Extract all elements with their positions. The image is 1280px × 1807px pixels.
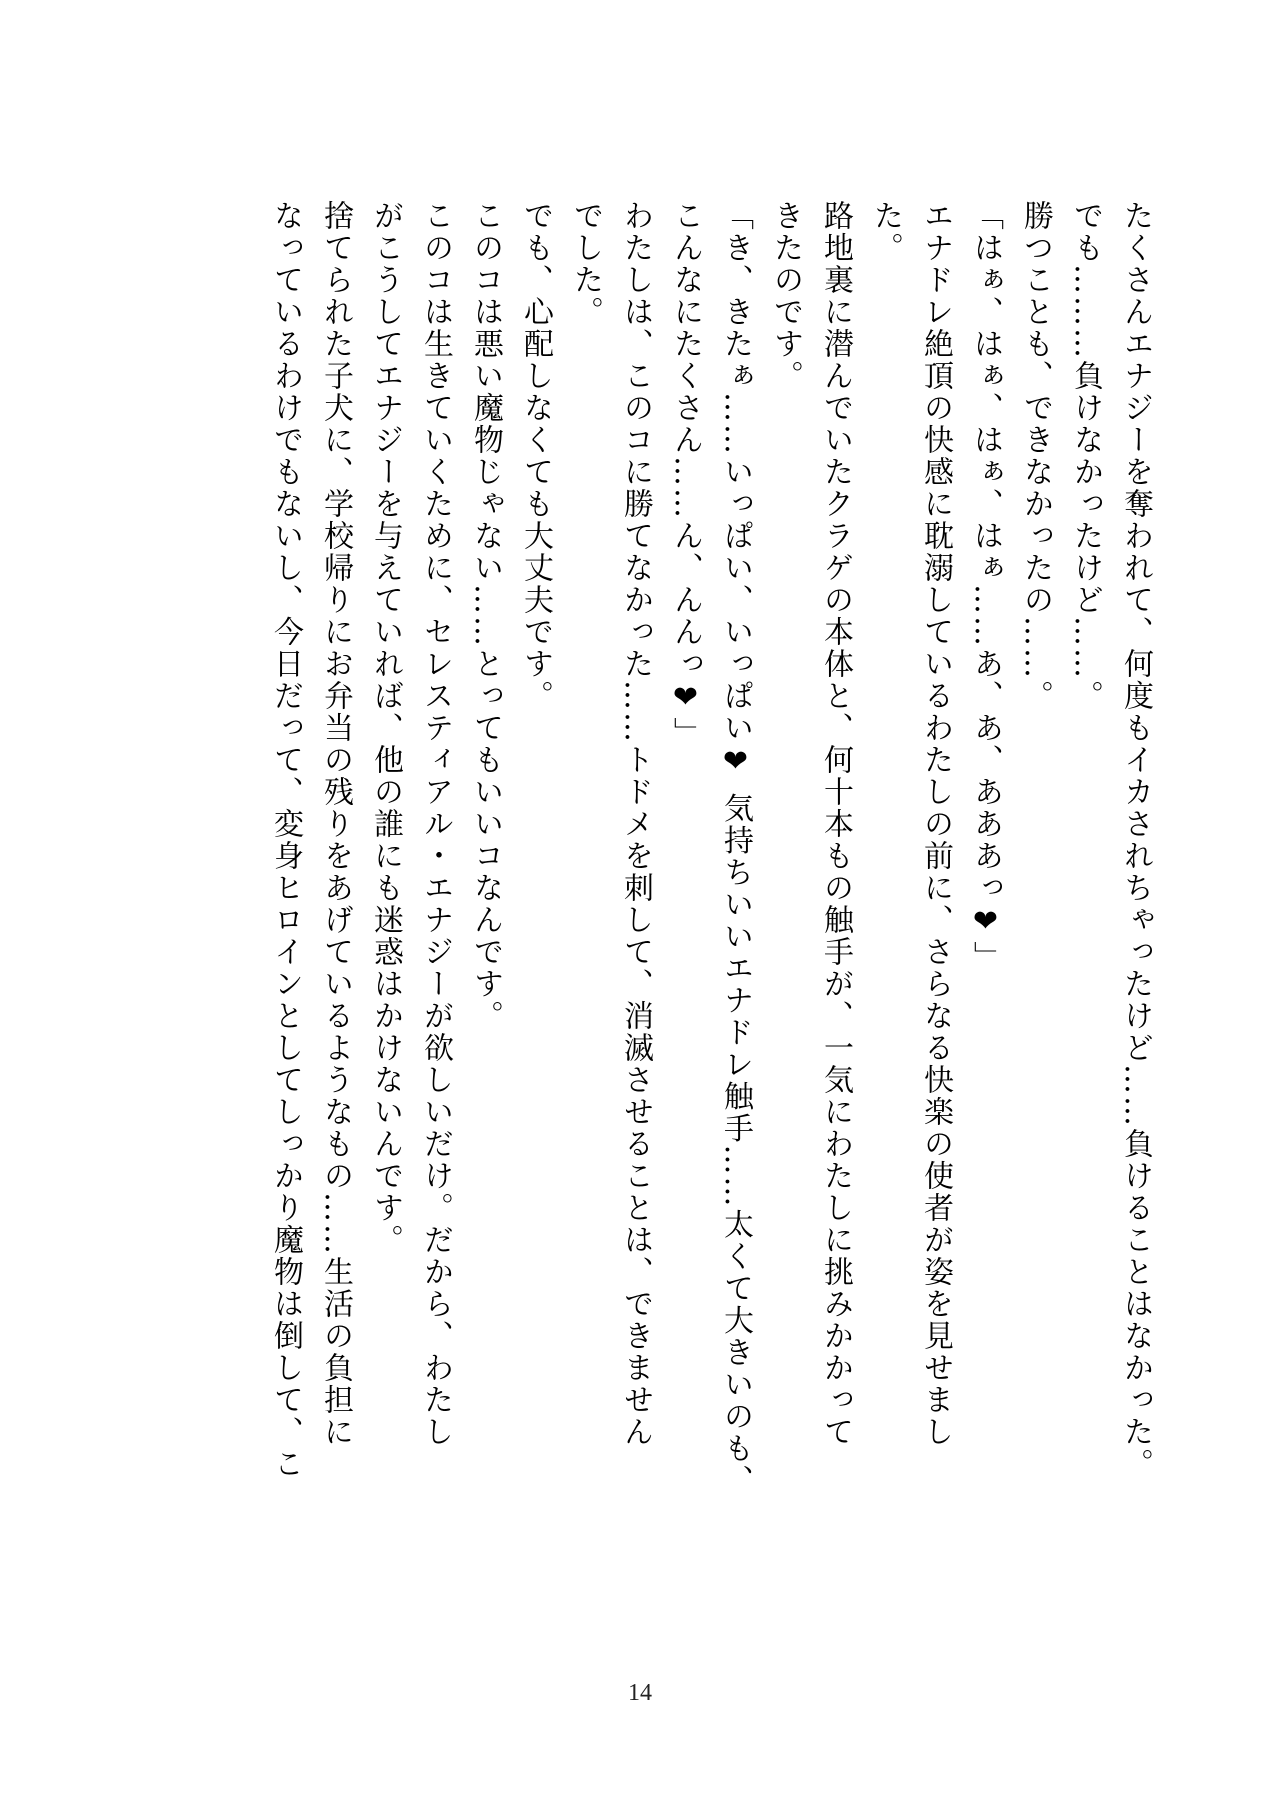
text-line: エナドレ絶頂の快感に耽溺しているわたしの前に、さらなる快楽の使者が姿を見せまし bbox=[918, 200, 953, 1448]
text-line: なっているわけでもないし、今日だって、変身ヒロインとしてしっかり魔物は倒して、こ bbox=[268, 200, 303, 1480]
text-line: きたのです。 bbox=[768, 200, 803, 392]
vertical-text-body bbox=[260, 200, 1160, 1500]
text-line: がこうしてエナジーを与えていれば、他の誰にも迷惑はかけないんです。 bbox=[368, 200, 403, 1256]
text-line: 捨てられた子犬に、学校帰りにお弁当の残りをあげているようなもの……生活の負担に bbox=[318, 200, 353, 1448]
text-line: たくさんエナジーを奪われて、何度もイカされちゃったけど……負けることはなかった。 bbox=[1118, 200, 1153, 1480]
text-line: た。 bbox=[868, 200, 903, 264]
text-line: 「はぁ、はぁ、はぁ、はぁ……あ、あ、あああっ❤」 bbox=[968, 200, 1003, 973]
text-line: でした。 bbox=[568, 200, 603, 328]
text-line: わたしは、このコに勝てなかった……トドメを刺して、消滅させることは、できません bbox=[618, 200, 653, 1448]
text-line: このコは生きていくために、セレスティアル・エナジーが欲しいだけ。だから、わたし bbox=[418, 200, 453, 1448]
text-line: こんなにたくさん……ん、んんっ❤」 bbox=[668, 200, 703, 749]
text-line: 「き、きたぁ……いっぱい、いっぱい❤ 気持ちいいエナドレ触手……太くて大きいのも、 bbox=[718, 200, 753, 1497]
page-number: 14 bbox=[628, 1680, 652, 1706]
text-line: でも、心配しなくても大丈夫です。 bbox=[518, 200, 553, 712]
text-line: このコは悪い魔物じゃない……とってもいいコなんです。 bbox=[468, 200, 503, 1032]
text-line: 路地裏に潜んでいたクラゲの本体と、何十本もの触手が、一気にわたしに挑みかかって bbox=[818, 200, 853, 1448]
text-line: 勝つことも、できなかったの……。 bbox=[1018, 200, 1053, 712]
text-line: でも………負けなかったけど……。 bbox=[1068, 200, 1103, 712]
